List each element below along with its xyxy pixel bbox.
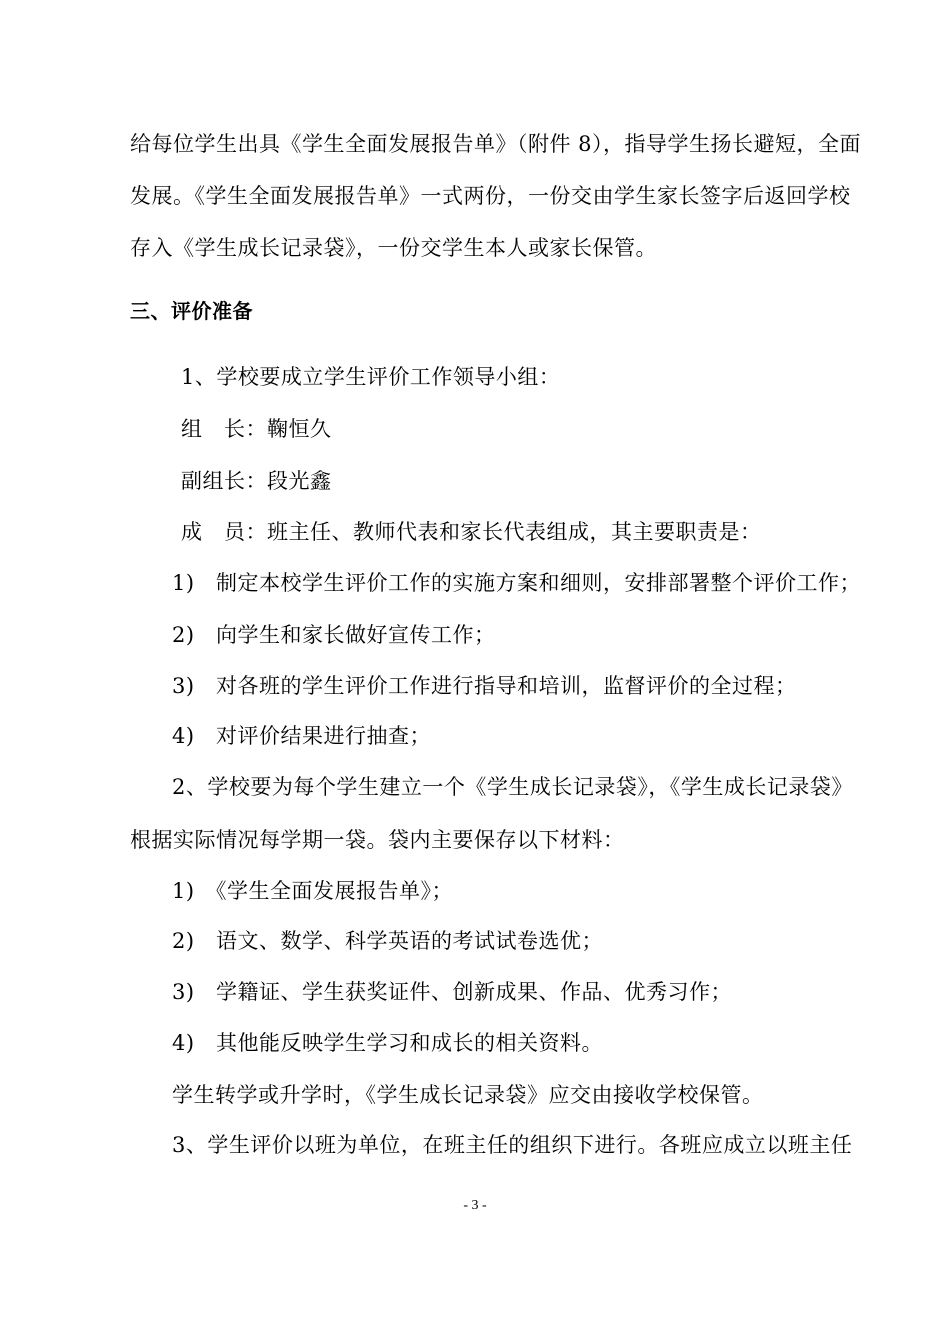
intro-line-3: 存入《学生成长记录袋》，一份交学生本人或家长保管。 [130,236,657,260]
members-line: 成 员：班主任、教师代表和家长代表组成，其主要职责是： [181,520,762,544]
page-number: - 3 - [463,1198,487,1213]
deputy-line: 副组长：段光鑫 [181,469,332,493]
intro-line-1: 给每位学生出具《学生全面发展报告单》（附件 8），指导学生扬长避短，全面 [130,132,862,156]
item2-title-line-1: 2、学校要为每个学生建立一个《学生成长记录袋》，《学生成长记录袋》 [172,775,853,799]
item1-title: 1、学校要成立学生评价工作领导小组： [181,365,561,389]
material-item-3: 3) 学籍证、学生获奖证件、创新成果、作品、优秀习作； [172,980,733,1004]
section-heading: 三、评价准备 [130,299,253,323]
leader-line: 组 长：鞠恒久 [181,417,332,441]
material-item-4: 4) 其他能反映学生学习和成长的相关资料。 [172,1031,604,1055]
duty-item-2: 2) 向学生和家长做好宣传工作； [172,623,496,647]
intro-line-2: 发展。《学生全面发展报告单》一式两份，一份交由学生家长签字后返回学校 [130,184,851,208]
duty-item-1: 1) 制定本校学生评价工作的实施方案和细则，安排部署整个评价工作； [172,571,862,595]
material-item-1: 1) 《学生全面发展报告单》； [172,879,454,903]
item2-title-line-2: 根据实际情况每学期一袋。袋内主要保存以下材料： [130,828,625,852]
item3-line-1: 3、学生评价以班为单位，在班主任的组织下进行。各班应成立以班主任 [172,1133,853,1157]
duty-item-3: 3) 对各班的学生评价工作进行指导和培训，监督评价的全过程； [172,674,797,698]
transfer-note: 学生转学或升学时，《学生成长记录袋》应交由接收学校保管。 [172,1083,764,1107]
duty-item-4: 4) 对评价结果进行抽查； [172,724,432,748]
material-item-2: 2) 语文、数学、科学英语的考试试卷选优； [172,929,604,953]
